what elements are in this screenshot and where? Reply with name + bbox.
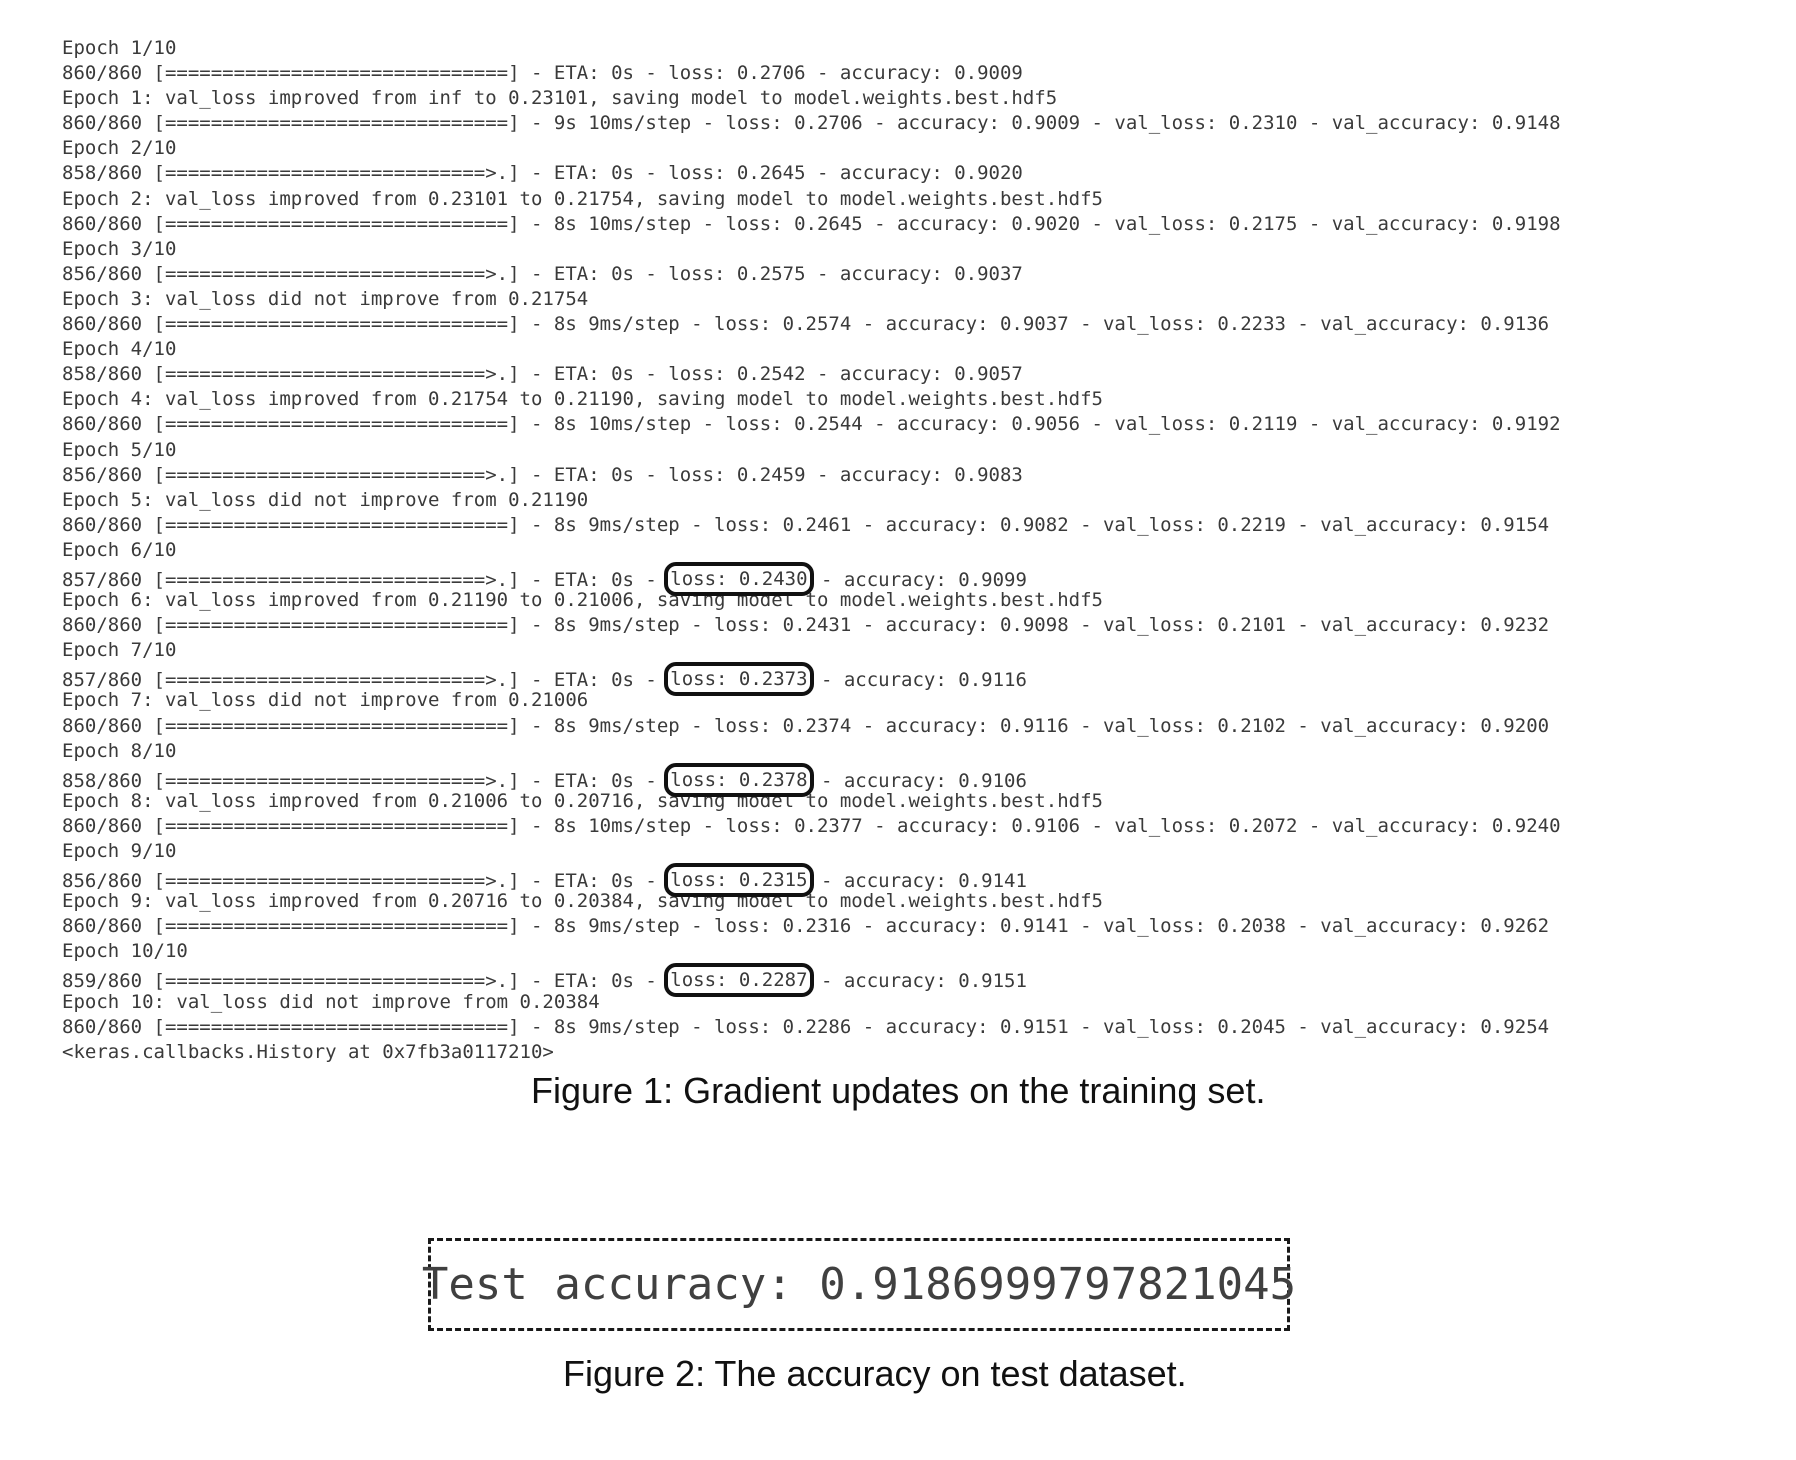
log-text: 860/860 [==============================] - 8s 10ms/step - loss: 0.2645 - accuracy: 0.9020 - val_loss: 0.2175 - val_accuracy: 0.9198 (62, 212, 1561, 235)
log-line (62, 412, 1561, 437)
log-line (62, 964, 1561, 993)
log-text: 860/860 [==============================] - 8s 10ms/step - loss: 0.2544 - accuracy: 0.9056 - val_loss: 0.2119 - val_accuracy: 0.9192 (62, 413, 1561, 436)
log-text: <keras.callbacks.History at 0x7fb3a0117210> (62, 1040, 554, 1063)
log-line (62, 638, 1561, 663)
log-text: Epoch 7/10 (62, 639, 177, 662)
log-text: 860/860 [==============================] - 8s 9ms/step - loss: 0.2431 - accuracy: 0.9098 - val_loss: 0.2101 - val_accuracy: 0.9232 (62, 614, 1550, 637)
log-text: 856/860 [============================>.] - ETA: 0s - loss: 0.2459 - accuracy: 0.9083 (62, 463, 1023, 486)
log-text: 860/860 [==============================] - 8s 9ms/step - loss: 0.2316 - accuracy: 0.9141 - val_loss: 0.2038 - val_accuracy: 0.9262 (62, 915, 1550, 938)
log-line (62, 287, 1561, 312)
log-text: Epoch 10/10 (62, 940, 188, 963)
log-line (62, 990, 1561, 1015)
log-text: 858/860 [============================>.] - ETA: 0s - loss: 0.2542 - accuracy: 0.9057 (62, 363, 1023, 386)
log-text: Epoch 2/10 (62, 137, 177, 160)
log-line (62, 387, 1561, 412)
log-line (62, 237, 1561, 262)
log-text: Epoch 3/10 (62, 237, 177, 260)
log-text: Epoch 9/10 (62, 840, 177, 862)
log-text: 858/860 [============================>.] - ETA: 0s - (62, 769, 669, 792)
log-text: Epoch 6/10 (62, 538, 177, 561)
log-line (62, 513, 1561, 538)
log-text: Epoch 2: val_loss improved from 0.23101 to 0.21754, saving model to model.weights.best.hdf5 (62, 187, 1103, 210)
log-line (62, 839, 1561, 864)
log-text: - accuracy: 0.9116 (809, 669, 1027, 692)
log-text: Epoch 1: val_loss improved from inf to 0.23101, saving model to model.weights.best.hdf5 (62, 87, 1058, 110)
log-line (62, 262, 1561, 287)
log-line (62, 889, 1561, 914)
log-line (62, 337, 1561, 362)
highlighted-loss: loss: 0.2287 (664, 963, 813, 997)
highlighted-loss: loss: 0.2430 (664, 562, 813, 596)
log-text: Epoch 3: val_loss did not improve from 0.21754 (62, 287, 589, 310)
log-line (62, 914, 1561, 939)
log-text: 860/860 [==============================] - 9s 10ms/step - loss: 0.2706 - accuracy: 0.9009 - val_loss: 0.2310 - val_accuracy: 0.9148 (62, 112, 1561, 135)
log-text: 860/860 [==============================] - 8s 9ms/step - loss: 0.2374 - accuracy: 0.9116 - val_loss: 0.2102 - val_accuracy: 0.9200 (62, 714, 1550, 737)
figure-1-caption: Figure 1: Gradient updates on the training set. (531, 1070, 1266, 1111)
log-text: 860/860 [==============================] - 8s 9ms/step - loss: 0.2574 - accuracy: 0.9037 - val_loss: 0.2233 - val_accuracy: 0.9136 (62, 313, 1550, 336)
log-text: Epoch 8: val_loss improved from 0.21006 to 0.20716, saving model to model.weights.best.hdf5 (62, 789, 1103, 812)
log-line (62, 739, 1561, 764)
log-text: 860/860 [==============================] - 8s 10ms/step - loss: 0.2377 - accuracy: 0.9106 - val_loss: 0.2072 - val_accuracy: 0.9240 (62, 814, 1561, 837)
log-text: Epoch 9: val_loss improved from 0.20716 to 0.20384, saving model to model.weights.best.hdf5 (62, 890, 1103, 913)
log-line (62, 61, 1561, 86)
log-text: Epoch 6: val_loss improved from 0.21190 to 0.21006, saving model to model.weights.best.hdf5 (62, 589, 1103, 612)
log-line (62, 187, 1561, 212)
log-line (62, 86, 1561, 111)
log-text: 856/860 [============================>.] - ETA: 0s - (62, 870, 669, 893)
log-line (62, 714, 1561, 739)
log-text: Epoch 1/10 (62, 37, 177, 59)
log-line (62, 814, 1561, 839)
log-line (62, 111, 1561, 136)
log-text: Epoch 5: val_loss did not improve from 0.21190 (62, 488, 589, 511)
log-text: - accuracy: 0.9151 (809, 970, 1027, 993)
log-text: Epoch 8/10 (62, 739, 177, 762)
highlighted-loss: loss: 0.2378 (664, 763, 813, 797)
log-text: Epoch 4/10 (62, 338, 177, 361)
log-line (62, 613, 1561, 638)
log-line (62, 688, 1561, 713)
log-line (62, 663, 1561, 692)
log-line (62, 212, 1561, 237)
log-text: 856/860 [============================>.] - ETA: 0s - loss: 0.2575 - accuracy: 0.9037 (62, 262, 1023, 285)
log-text: 857/860 [============================>.] - ETA: 0s - (62, 568, 669, 591)
log-line (62, 488, 1561, 513)
log-text: - accuracy: 0.9106 (809, 769, 1027, 792)
log-line (62, 1015, 1561, 1040)
test-accuracy-text: Test accuracy: 0.9186999797821045 (421, 1259, 1297, 1310)
log-text: - accuracy: 0.9099 (809, 568, 1027, 591)
log-line (62, 312, 1561, 337)
log-text: 857/860 [============================>.] - ETA: 0s - (62, 669, 669, 692)
test-accuracy-box (421, 1238, 1297, 1331)
log-text: Epoch 10: val_loss did not improve from 0.20384 (62, 990, 600, 1013)
highlighted-loss: loss: 0.2315 (664, 863, 813, 897)
log-text: 860/860 [==============================] - 8s 9ms/step - loss: 0.2286 - accuracy: 0.9151 - val_loss: 0.2045 - val_accuracy: 0.9254 (62, 1015, 1550, 1038)
log-text: - accuracy: 0.9141 (809, 870, 1027, 893)
log-line (62, 538, 1561, 563)
log-line (62, 588, 1561, 613)
highlighted-loss: loss: 0.2373 (664, 662, 813, 696)
log-text: 859/860 [============================>.] - ETA: 0s - (62, 970, 669, 993)
log-text: Epoch 7: val_loss did not improve from 0.21006 (62, 689, 589, 712)
log-line (62, 1040, 1561, 1065)
log-text: 860/860 [==============================] - ETA: 0s - loss: 0.2706 - accuracy: 0.9009 (62, 62, 1023, 85)
log-text: Epoch 4: val_loss improved from 0.21754 to 0.21190, saving model to model.weights.best.hdf5 (62, 388, 1103, 411)
log-line (62, 764, 1561, 792)
log-text: 860/860 [==============================] - 8s 9ms/step - loss: 0.2461 - accuracy: 0.9082 - val_loss: 0.2219 - val_accuracy: 0.9154 (62, 513, 1550, 536)
log-line (62, 939, 1561, 964)
log-line (62, 136, 1561, 161)
log-line (62, 438, 1561, 463)
log-line (62, 36, 1561, 61)
training-log (62, 36, 1561, 1065)
log-line (62, 864, 1561, 893)
log-line (62, 161, 1561, 186)
log-line (62, 563, 1561, 591)
figure-2-caption: Figure 2: The accuracy on test dataset. (563, 1353, 1187, 1394)
log-text: Epoch 5/10 (62, 438, 177, 461)
log-line (62, 362, 1561, 387)
log-text: 858/860 [============================>.] - ETA: 0s - loss: 0.2645 - accuracy: 0.9020 (62, 162, 1023, 185)
log-line (62, 463, 1561, 488)
